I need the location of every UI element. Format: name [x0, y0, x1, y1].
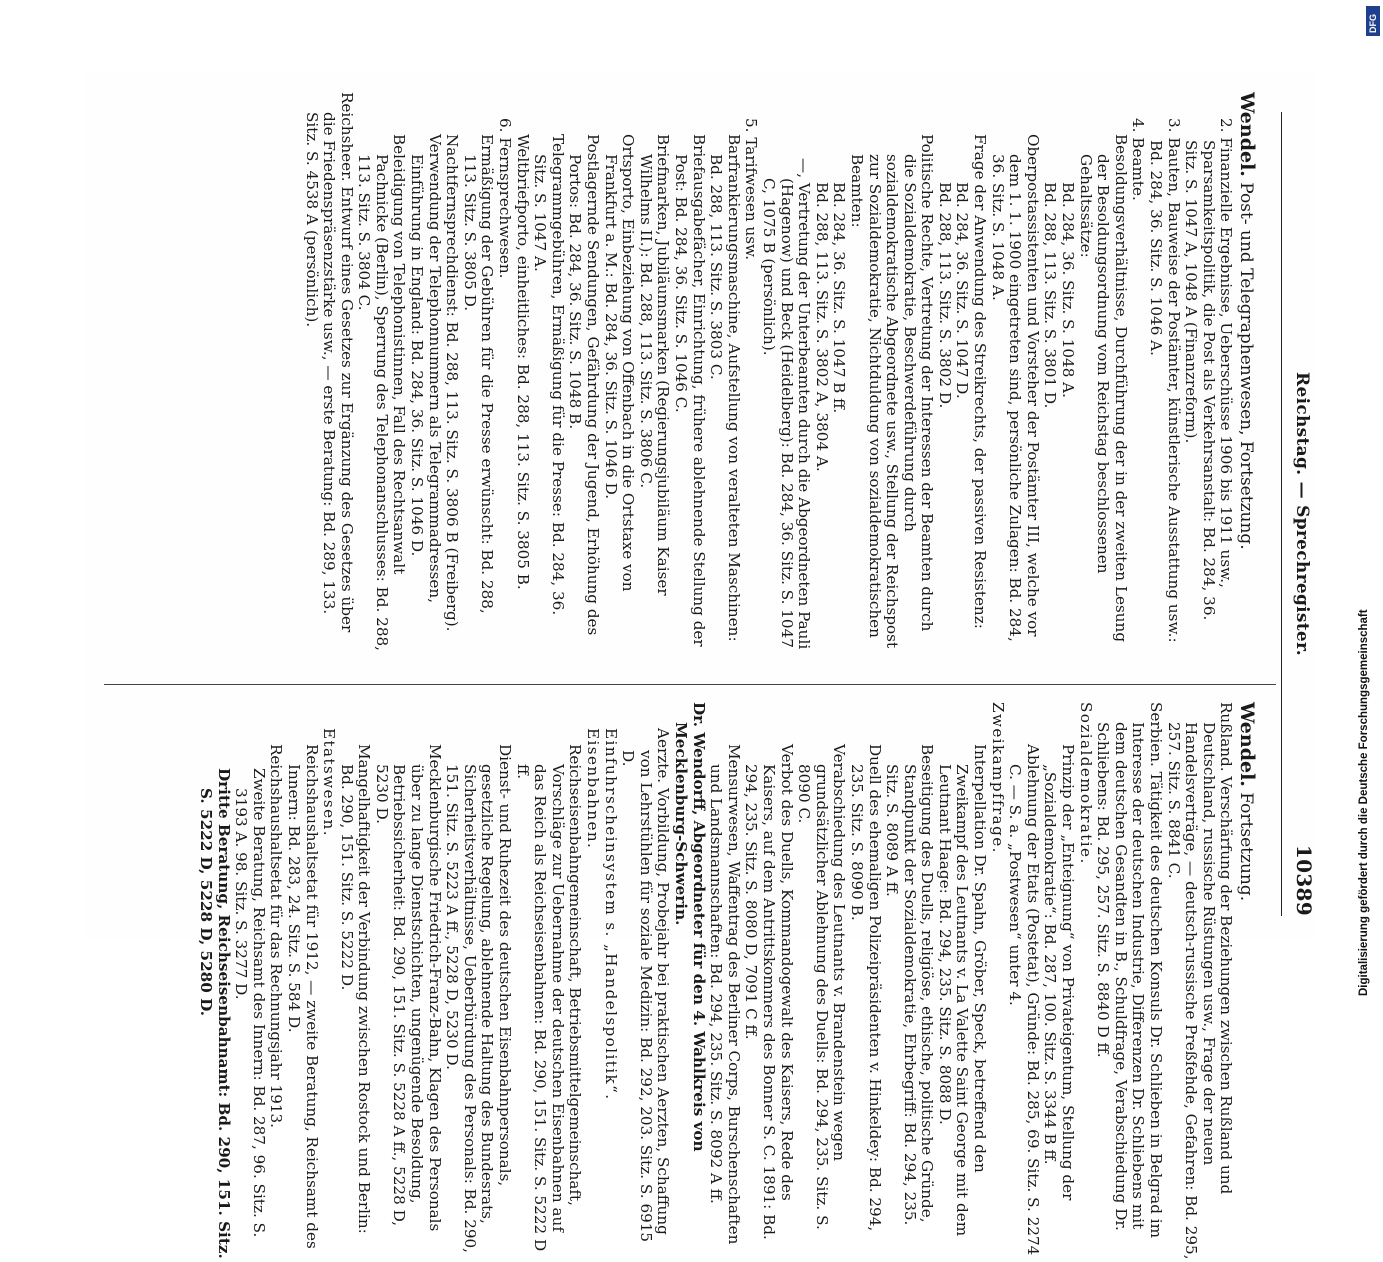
running-head: [1286, 112, 1316, 916]
register-entry: —, Vertretung der Unterbeamten durch die Abgeordneten Pauli (Hagenow) und Beck (Heidelberg): Bd. 284, 36. Sitz. S. 1047 C, 1075 B (persönlich).: [759, 158, 814, 650]
dfg-logo: [1366, 6, 1380, 36]
register-entry: Bd. 288, 113. Sitz. S. 3802 D.: [935, 182, 954, 409]
speaker-name: Wendel.: [1236, 92, 1258, 177]
register-entry: Oberpostassistenten und Vorsteher der Postämter III, welche vor dem 1. 1. 1900 eingetreten sind, persönliche Zulagen: Bd. 284, 36. Sitz. S. 1048 A.: [988, 134, 1042, 642]
register-entry: Serbien. Tätigkeit des deutschen Konsuls Dr. Schlieben in Belgrad im Interesse der deutschen Industrie, Differenzen Dr. Schliebens mit dem deutschen Gesandten in B., Schuldfrage, Verabschiedung Dr. Schliebens: Bd. 295, 257. Sitz. S. 8840 D ff.: [1094, 702, 1166, 1239]
register-entry: Interpellation Dr. Spahn, Gröber, Speck, betreffend den Zweikampf des Leutnants v. La Valette Saint George mit dem Leutnant Haage: Bd. 294, 235. Sitz. S. 8088 D.: [935, 744, 990, 1237]
header-rule: [1281, 112, 1282, 916]
dfg-logo-text: DFG: [1368, 14, 1378, 33]
register-entry: Dr. Wendorff, Abgeordneter für den 4. Wahlkreis von Mecklenburg-Schwerin.: [672, 702, 708, 1152]
register-entry: Bd. 284, 36. Sitz. S. 1048 A.: [1059, 182, 1078, 398]
left-column-head: [1236, 92, 1258, 652]
register-entry: Verwendung der Telephonnummern als Telegrammadressen, Einführung in England: Bd. 284, 36. Sitz. S. 1046 D.: [408, 134, 444, 604]
register-entry: Dienst- und Ruhezeit des deutschen Eisenbahnpersonals, gesetzliche Regelung, ablehnende Haltung des Bundesrats, Sicherheitsverhältnisse, Ueberbürdung des Personals: Bd. 290, 151. Sitz. S. 5223 A ff., 5228 D, 5230 D.: [443, 744, 515, 1254]
register-entry: Ablehnung der Etats (Postetat), Gründe: Bd. 285, 69. Sitz. S. 2274 C. — S. a. „Postwesen“ unter 4.: [1006, 744, 1042, 1256]
register-entry: 3. Bauten, Bauweise der Postämter, künstlerische Ausstattung usw.: Bd. 284, 36. Sitz. S. 1046 A.: [1147, 118, 1183, 643]
register-entry: Beleidigung von Telephonistinnen, Fall des Rechtsanwalt Pachnicke (Berlin), Sperrung des Telephonanschlusses: Bd. 288, 113. Sitz. S. 3804 C.: [355, 134, 409, 651]
register-entry: Ortsporto, Einbeziehung von Offenbach in die Ortstaxe von Frankfurt a. M.: Bd. 284, 36. Sitz. S. 1046 D.: [601, 134, 638, 592]
digitization-credit: Digitalisierung gefördert durch die Deutsche Forschungsgemeinschaft: [1358, 609, 1370, 996]
register-entry: Bd. 288, 113. Sitz. S. 3802 A, 3804 A.: [812, 182, 831, 472]
register-entry: 4. Beamte.: [1129, 118, 1148, 201]
running-title: Reichstag. — Sprechregister.: [1292, 372, 1312, 656]
register-entry: Dritte Beratung, Reichseisenbahnamt: Bd. 290, 151. Sitz. S. 5222 D, 5228 D, 5280 D.: [196, 768, 233, 1259]
register-entry: Mensurwesen, Waffentrag des Berliner Corps, Burschenschaften und Landsmannschaften: Bd. 294, 235. Sitz. S. 8092 A ff.: [707, 744, 743, 1245]
register-entry: Nachtfernsprechdienst: Bd. 288, 113. Sitz. S. 3806 B (Freiberg).: [443, 134, 462, 632]
column-divider: [104, 684, 1276, 685]
register-entry: Mecklenburgische Friedrich-Franz-Bahn, Klagen des Personals über zu lange Dienstschichten, ungenügende Besoldung, Betriebssicherheit: Bd. 290, 151. Sitz. S. 5228 A ff., 5228 D, 5230 D.: [372, 744, 444, 1232]
register-entry: Verabschiedung des Leutnants v. Brandenstein wegen grundsätzlicher Ablehnung des Duells: Bd. 294, 235. Sitz. S. 8090 C.: [795, 744, 849, 1230]
register-entry: Duell des ehemaligen Polizeipräsidenten v. Hinkeldey: Bd. 294, 235. Sitz. S. 8090 B.: [847, 744, 884, 1232]
register-entry: Bd. 284, 36. Sitz. S. 1047 B ff.: [830, 182, 849, 414]
register-entry: Zweikampffrage.: [988, 702, 1007, 854]
register-entry: Etatswesen.: [320, 728, 339, 837]
register-entry: Reichsheer. Entwurf eines Gesetzes zur Ergänzung des Gesetzes über die Friedenspräsenzstärke usw., — erste Beratung: Bd. 289, 133. Sitz. S. 4538 A (persönlich).: [302, 92, 356, 633]
register-entry: 2. Finanzielle Ergebnisse, Ueberschüsse 1906 bis 1911 usw., Sparsamkeitspolitik, die Post als Verkehrsanstalt: Bd. 284, 36. Sitz. S. 1047 A, 1048 A (Finanzreform).: [1182, 118, 1236, 621]
register-entry: Mangelhaftigkeit der Verbindung zwischen Rostock und Berlin: Bd. 290, 151. Sitz. S. 5222 D.: [337, 744, 374, 1234]
section-title: Fortsetzung.: [1236, 786, 1256, 902]
register-entry: Prinzip der „Enteignung“ von Privateigentum, Stellung der „Sozialdemokratie“: Bd. 287, 100. Sitz. S. 3344 B ff.: [1041, 744, 1078, 1201]
page-number: 10389: [1292, 844, 1316, 916]
register-entry: Ermäßigung der Gebühren für die Presse erwünscht: Bd. 288, 113. Sitz. S. 3805 D.: [460, 134, 497, 614]
register-entry: Besoldungsverhältnisse, Durchführung der in der zweiten Lesung der Besoldungsordnung vom Reichstag beschlossenen Gehaltssätze:: [1076, 134, 1130, 643]
register-entry: Zweite Beratung, Reichsamt des Innern: Bd. 287, 96. Sitz. S. 3193 A. 98. Sitz. S. 3277 D.: [232, 768, 268, 1238]
section-title: Post- und Telegraphenwesen, Fortsetzung.: [1236, 176, 1256, 550]
register-entry: Reichseisenbahngemeinschaft, Betriebsmittelgemeinschaft, Vorschläge zur Uebernahme der deutschen Eisenbahnen auf das Reich als Reichseisenbahnen: Bd. 290, 151. Sitz. S. 5222 D ff.: [513, 744, 585, 1252]
register-entry: 5. Tarifwesen usw.: [742, 118, 761, 261]
register-entry: 6. Fernsprechwesen.: [496, 118, 515, 279]
register-entry: Reichshaushaltsetat für das Rechnungsjahr 1913.: [267, 744, 286, 1129]
right-column-head: [1236, 702, 1258, 1262]
register-entry: Briefausgabefächer, Einrichtung, frühere ablehnende Stellung der Post: Bd. 284, 36. Sitz. S. 1046 C.: [672, 134, 708, 647]
register-entry: Bd. 288, 113. Sitz. S. 3801 D.: [1041, 182, 1060, 409]
register-entry: Eisenbahnen.: [584, 728, 603, 850]
register-page: [84, 72, 1316, 1260]
register-entry: Verbot des Duells, Kommandogewalt des Kaisers, Rede des Kaisers, auf dem Antrittskommers des Bonner S. C. 1891: Bd. 294, 235. Sitz. S. 8080 D, 7091 C ff.: [742, 744, 796, 1240]
register-entry: Einfuhrscheinsystem s. „Handelspolitik“.: [601, 728, 620, 1101]
register-entry: Frage der Anwendung des Streikrechts, der passiven Resistenz:: [971, 134, 990, 629]
right-column: [196, 702, 1272, 1262]
register-entry: Sozialdemokratie.: [1076, 702, 1095, 865]
register-entry: Postlagernde Sendungen, Gefährdung der Jugend, Erhöhung des Portos: Bd. 284, 36. Sitz. S. 1048 B.: [566, 134, 603, 636]
register-entry: Briefmarken, Jubiläumsmarken (Regierungsjubiläum Kaiser Wilhelms II.): Bd. 288, 113. Sitz. S. 3806 C.: [636, 134, 673, 596]
register-entry: Barfrankierungsmaschine, Aufstellung von veralteten Maschinen: Bd. 288, 113. Sitz. S. 3803 C.: [707, 134, 743, 642]
register-entry: Telegrammgebühren, Ermäßigung für die Presse: Bd. 284, 36. Sitz. S. 1047 A.: [531, 134, 567, 616]
register-entry: Politische Rechte, Vertretung der Interessen der Beamten durch die Sozialdemokratie, Beschwerdeführung durch sozialdemokratische Abgeordnete usw., Stellung der Reichspost zur Sozialdemokratie, Nichtduldung von sozialdemokratischen Beamten:: [847, 134, 937, 649]
register-entry: Bd. 284, 36. Sitz. S. 1047 D.: [953, 182, 972, 399]
register-entry: Beseitigung des Duells, religiöse, ethische, politische Gründe, Standpunkt der Sozialdemokratie, Ehrbegriff: Bd. 294, 235. Sitz. S. 8089 A ff.: [883, 744, 937, 1226]
left-column: [302, 92, 1272, 652]
register-entry: Rußland. Verschärfung der Beziehungen zwischen Rußland und Deutschland, russische Rüstungen usw., Frage der neuen Handelsverträge, — deutsch-russische Preßfehde, Gefahren: Bd. 295, 257. Sitz. S. 8841 C.: [1164, 702, 1236, 1260]
register-entry: Reichshaushaltsetat für 1912, — zweite Beratung, Reichsamt des Innern: Bd. 283, 24. Sitz. S. 584 D.: [284, 744, 321, 1249]
register-entry: Weltbriefporto, einheitliches: Bd. 288, 113. Sitz. S. 3805 B.: [513, 134, 532, 590]
speaker-name: Wendel.: [1236, 702, 1258, 787]
register-entry: Aerzte. Vorbildung, Probejahr bei praktischen Aerzten, Schaffung von Lehrstühlen für soziale Medizin: Bd. 292, 203. Sitz. S. 6915 D.: [619, 728, 673, 1243]
